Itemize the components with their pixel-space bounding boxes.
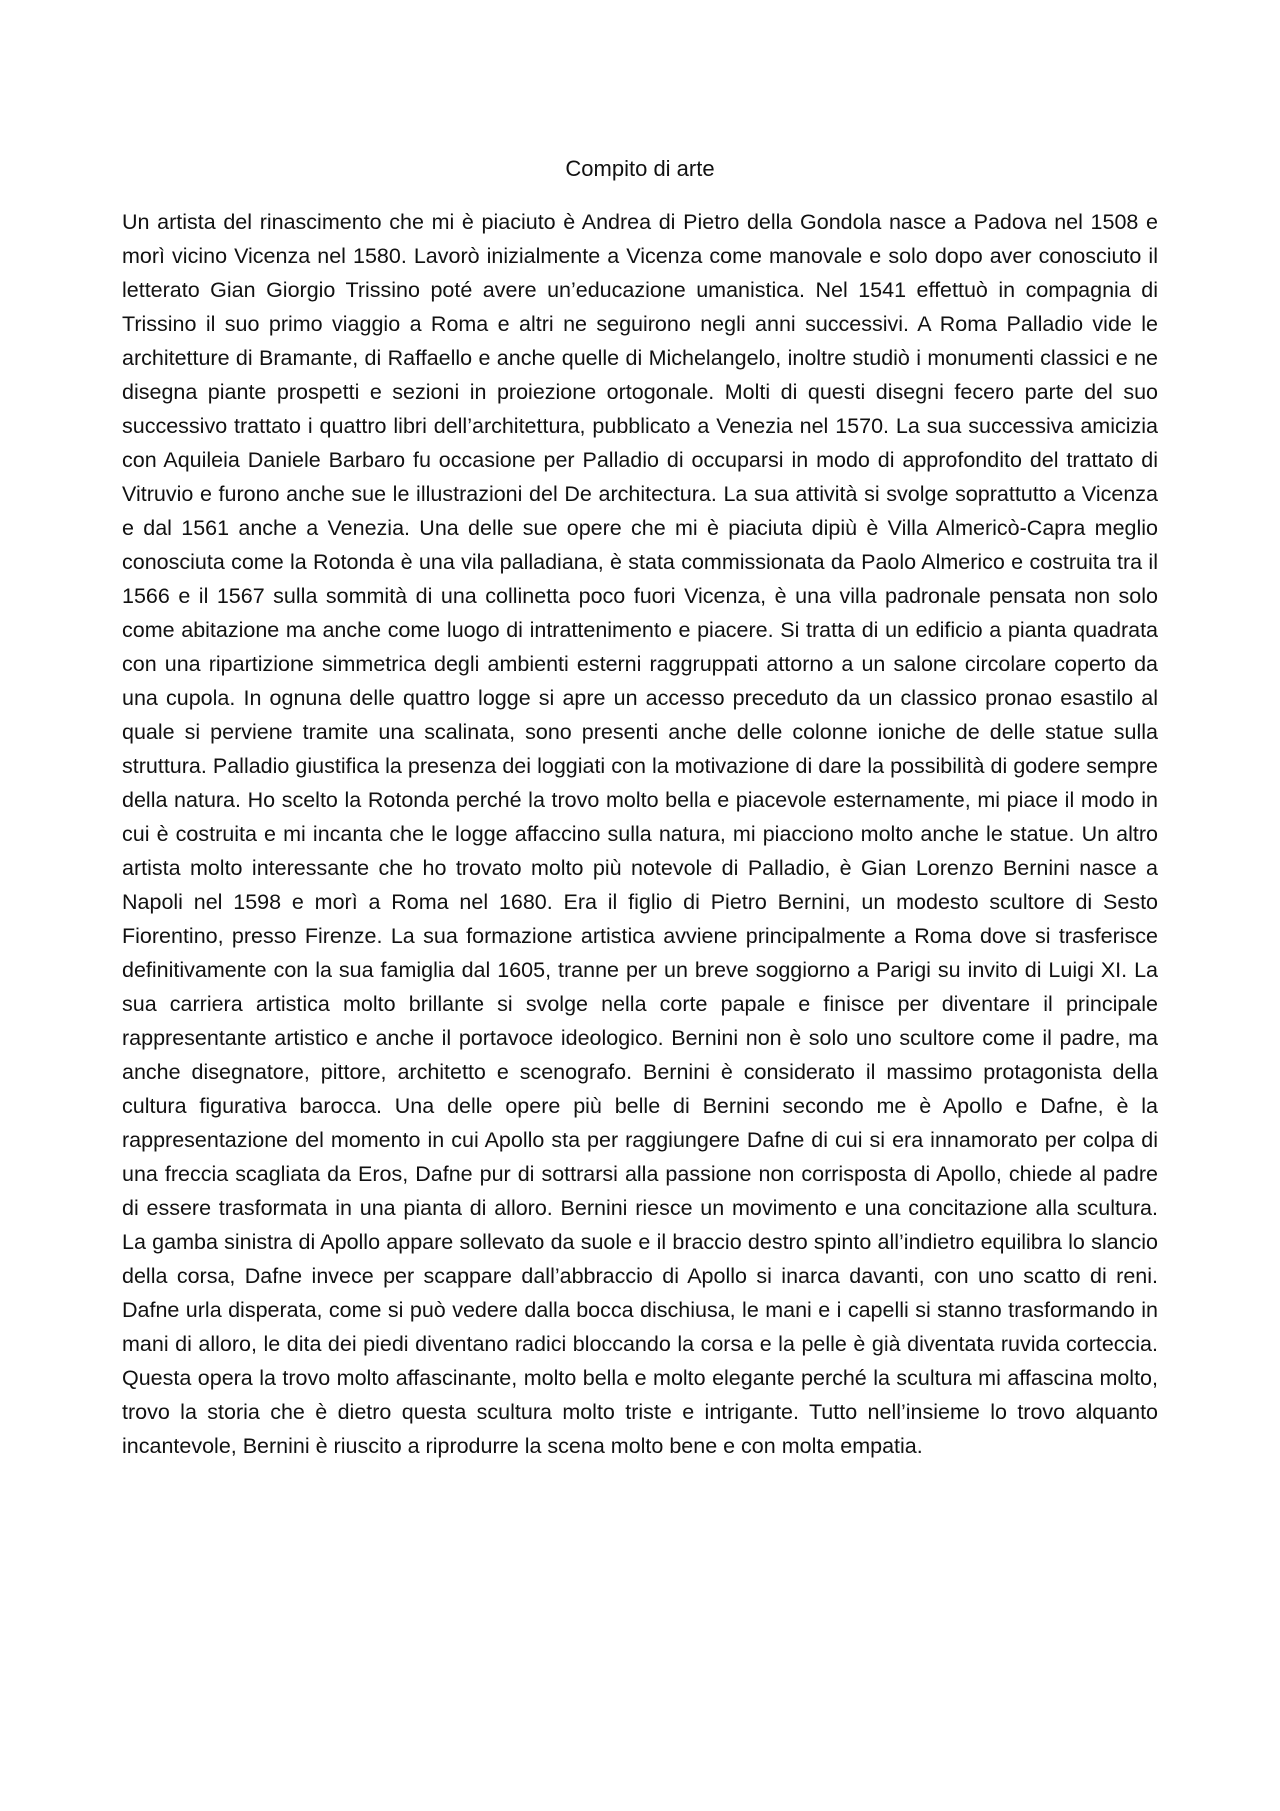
document-body-paragraph: Un artista del rinascimento che mi è piaciuto è Andrea di Pietro della Gondola nasce a Padova nel 1508 e morì vicino Vicenza nel 1580. Lavorò inizialmente a Vicenza come manovale e solo dopo aver conosciuto il letterato Gian Giorgio Trissino poté avere un’educazione umanistica. Nel 1541 effettuò in compagnia di Trissino il suo primo viaggio a Roma e altri ne seguirono negli anni successivi. A Roma Palladio vide le architetture di Bramante, di Raffaello e anche quelle di Michelangelo, inoltre studiò i monumenti classici e ne disegna piante prospetti e sezioni in proiezione ortogonale. Molti di questi disegni fecero parte del suo successivo trattato i quattro libri dell’architettura, pubblicato a Venezia nel 1570. La sua successiva amicizia con Aquileia Daniele Barbaro fu occasione per Palladio di occuparsi in modo di approfondito del trattato di Vitruvio e furono anche sue le illustrazioni del De architectura. La sua attività si svolge soprattutto a Vicenza e dal 1561 anche a Venezia. Una delle sue opere che mi è piaciuta dipiù è Villa Almericò-Capra meglio conosciuta come la Rotonda è una vila palladiana, è stata commissionata da Paolo Almerico e costruita tra il 1566 e il 1567 sulla sommità di una collinetta poco fuori Vicenza, è una villa padronale pensata non solo come abitazione ma anche come luogo di intrattenimento e piacere. Si tratta di un edificio a pianta quadrata con una ripartizione simmetrica degli ambienti esterni raggruppati attorno a un salone circolare coperto da una cupola. In ognuna delle quattro logge si apre un accesso preceduto da un classico pronao esastilo al quale si perviene tramite una scalinata, sono presenti anche delle colonne ioniche de delle statue sulla struttura. Palladio giustifica la presenza dei loggiati con la motivazione di dare la possibilità di godere sempre della natura. Ho scelto la Rotonda perché la trovo molto bella e piacevole esternamente, mi piace il modo in cui è costruita e mi incanta che le logge affaccino sulla natura, mi piacciono molto anche le statue. Un altro artista molto interessante che ho trovato molto più notevole di Palladio, è Gian Lorenzo Bernini nasce a Napoli nel 1598 e morì a Roma nel 1680. Era il figlio di Pietro Bernini, un modesto scultore di Sesto Fiorentino, presso Firenze. La sua formazione artistica avviene principalmente a Roma dove si trasferisce definitivamente con la sua famiglia dal 1605, tranne per un breve soggiorno a Parigi su invito di Luigi XI. La sua carriera artistica molto brillante si svolge nella corte papale e finisce per diventare il principale rappresentante artistico e anche il portavoce ideologico. Bernini non è solo uno scultore come il padre, ma anche disegnatore, pittore, architetto e scenografo. Bernini è considerato il massimo protagonista della cultura figurativa barocca. Una delle opere più belle di Bernini secondo me è Apollo e Dafne, è la rappresentazione del momento in cui Apollo sta per raggiungere Dafne di cui si era innamorato per colpa di una freccia scagliata da Eros, Dafne pur di sottrarsi alla passione non corrisposta di Apollo, chiede al padre di essere trasformata in una pianta di alloro. Bernini riesce un movimento e una concitazione alla scultura. La gamba sinistra di Apollo appare sollevato da suole e il braccio destro spinto all’indietro equilibra lo slancio della corsa, Dafne invece per scappare dall’abbraccio di Apollo si inarca davanti, con uno scatto di reni. Dafne urla disperata, come si può vedere dalla bocca dischiusa, le mani e i capelli si stanno trasformando in mani di alloro, le dita dei piedi diventano radici bloccando la corsa e la pelle è già diventata ruvida corteccia. Questa opera la trovo molto affascinante, molto bella e molto elegante perché la scultura mi affascina molto, trovo la storia che è dietro questa scultura molto triste e intrigante. Tutto nell’insieme lo trovo alquanto incantevole, Bernini è riuscito a riprodurre la scena molto bene e con molta empatia. <box>122 210 1158 1458</box>
document-title: Compito di arte <box>565 156 715 181</box>
